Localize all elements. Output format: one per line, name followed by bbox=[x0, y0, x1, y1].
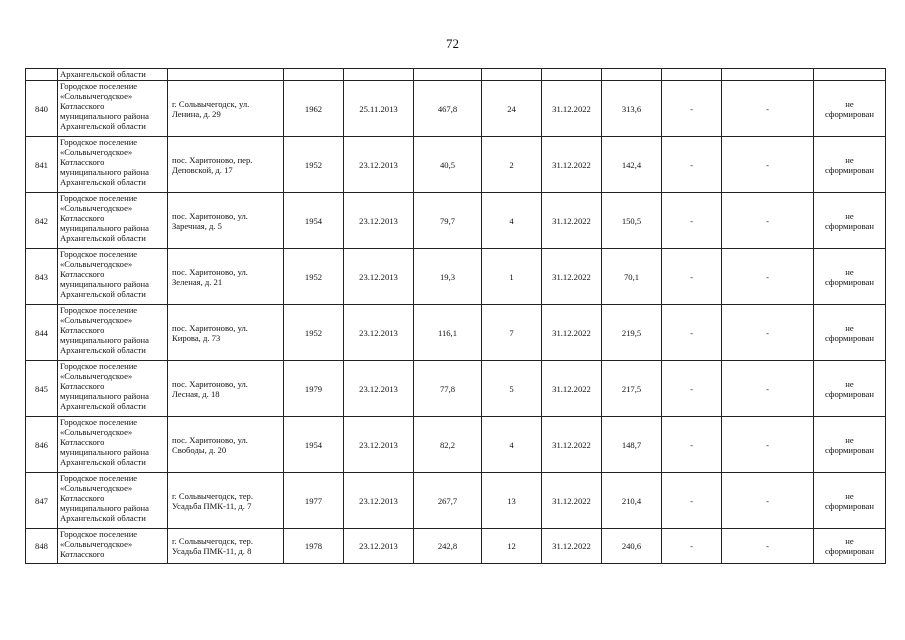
cell-row-number: 846 bbox=[26, 417, 58, 473]
cell-empty bbox=[542, 69, 602, 81]
table-row bbox=[26, 417, 886, 473]
table-row bbox=[26, 249, 886, 305]
cell-municipality: Городское поселение «Сольвычегодское» Котласского bbox=[58, 529, 168, 564]
cell-address: г. Сольвычегодск, тер. Усадьба ПМК-11, д. 7 bbox=[168, 473, 284, 529]
cell-status: не сформирован bbox=[814, 529, 886, 564]
cell-dash: - bbox=[662, 137, 722, 193]
table-row bbox=[26, 473, 886, 529]
cell-municipality: Городское поселение «Сольвычегодское» Котласского муниципального района Архангельской области bbox=[58, 473, 168, 529]
cell-date: 23.12.2013 bbox=[344, 361, 414, 417]
cell-year: 1978 bbox=[284, 529, 344, 564]
cell-value: 210,4 bbox=[602, 473, 662, 529]
cell-municipality: Городское поселение «Сольвычегодское» Котласского муниципального района Архангельской области bbox=[58, 81, 168, 137]
cell-residents: 13 bbox=[482, 473, 542, 529]
cell-municipality: Городское поселение «Сольвычегодское» Котласского муниципального района Архангельской области bbox=[58, 137, 168, 193]
cell-status: не сформирован bbox=[814, 137, 886, 193]
cell-planned-date: 31.12.2022 bbox=[542, 305, 602, 361]
cell-value: 150,5 bbox=[602, 193, 662, 249]
cell-address: пос. Харитоново, ул. Свободы, д. 20 bbox=[168, 417, 284, 473]
cell-dash: - bbox=[662, 361, 722, 417]
table-row bbox=[26, 193, 886, 249]
cell-municipality: Архангельской области bbox=[58, 69, 168, 81]
cell-residents: 12 bbox=[482, 529, 542, 564]
cell-date: 23.12.2013 bbox=[344, 305, 414, 361]
cell-area: 467,8 bbox=[414, 81, 482, 137]
cell-status: не сформирован bbox=[814, 473, 886, 529]
cell-planned-date: 31.12.2022 bbox=[542, 529, 602, 564]
cell-year: 1962 bbox=[284, 81, 344, 137]
cell-row-number: 848 bbox=[26, 529, 58, 564]
table-row bbox=[26, 361, 886, 417]
cell-area: 79,7 bbox=[414, 193, 482, 249]
cell-empty bbox=[414, 69, 482, 81]
table-body bbox=[26, 69, 886, 564]
cell-row-number: 844 bbox=[26, 305, 58, 361]
cell-empty bbox=[814, 69, 886, 81]
cell-municipality: Городское поселение «Сольвычегодское» Котласского муниципального района Архангельской области bbox=[58, 193, 168, 249]
housing-register-table bbox=[25, 68, 886, 564]
cell-value: 219,5 bbox=[602, 305, 662, 361]
cell-dash: - bbox=[662, 81, 722, 137]
cell-empty bbox=[482, 69, 542, 81]
cell-dash: - bbox=[722, 305, 814, 361]
cell-dash: - bbox=[722, 473, 814, 529]
cell-planned-date: 31.12.2022 bbox=[542, 249, 602, 305]
page-number: 72 bbox=[446, 36, 459, 51]
cell-row-number: 843 bbox=[26, 249, 58, 305]
cell-residents: 2 bbox=[482, 137, 542, 193]
cell-status: не сформирован bbox=[814, 417, 886, 473]
cell-status: не сформирован bbox=[814, 193, 886, 249]
cell-row-number: 847 bbox=[26, 473, 58, 529]
cell-empty bbox=[344, 69, 414, 81]
cell-date: 23.12.2013 bbox=[344, 137, 414, 193]
cell-dash: - bbox=[722, 417, 814, 473]
table-row bbox=[26, 305, 886, 361]
cell-year: 1952 bbox=[284, 249, 344, 305]
cell-row-number: 842 bbox=[26, 193, 58, 249]
cell-address: пос. Харитоново, пер. Деповской, д. 17 bbox=[168, 137, 284, 193]
cell-status: не сформирован bbox=[814, 361, 886, 417]
cell-empty bbox=[26, 69, 58, 81]
cell-date: 23.12.2013 bbox=[344, 193, 414, 249]
carryover-row bbox=[26, 69, 886, 81]
cell-area: 242,8 bbox=[414, 529, 482, 564]
cell-dash: - bbox=[722, 249, 814, 305]
cell-municipality: Городское поселение «Сольвычегодское» Котласского муниципального района Архангельской области bbox=[58, 249, 168, 305]
cell-address: пос. Харитоново, ул. Кирова, д. 73 bbox=[168, 305, 284, 361]
cell-residents: 4 bbox=[482, 193, 542, 249]
cell-dash: - bbox=[722, 81, 814, 137]
cell-area: 82,2 bbox=[414, 417, 482, 473]
cell-year: 1977 bbox=[284, 473, 344, 529]
table-row bbox=[26, 529, 886, 564]
cell-municipality: Городское поселение «Сольвычегодское» Котласского муниципального района Архангельской области bbox=[58, 417, 168, 473]
cell-dash: - bbox=[662, 473, 722, 529]
cell-area: 40,5 bbox=[414, 137, 482, 193]
cell-value: 313,6 bbox=[602, 81, 662, 137]
cell-area: 19,3 bbox=[414, 249, 482, 305]
cell-empty bbox=[722, 69, 814, 81]
cell-dash: - bbox=[722, 193, 814, 249]
cell-status: не сформирован bbox=[814, 249, 886, 305]
cell-value: 70,1 bbox=[602, 249, 662, 305]
cell-empty bbox=[284, 69, 344, 81]
cell-planned-date: 31.12.2022 bbox=[542, 473, 602, 529]
cell-municipality: Городское поселение «Сольвычегодское» Котласского муниципального района Архангельской области bbox=[58, 305, 168, 361]
table-row bbox=[26, 137, 886, 193]
cell-municipality: Городское поселение «Сольвычегодское» Котласского муниципального района Архангельской области bbox=[58, 361, 168, 417]
cell-date: 23.12.2013 bbox=[344, 417, 414, 473]
cell-planned-date: 31.12.2022 bbox=[542, 137, 602, 193]
cell-dash: - bbox=[662, 305, 722, 361]
cell-year: 1954 bbox=[284, 417, 344, 473]
cell-date: 23.12.2013 bbox=[344, 473, 414, 529]
cell-year: 1954 bbox=[284, 193, 344, 249]
table-row bbox=[26, 81, 886, 137]
cell-residents: 4 bbox=[482, 417, 542, 473]
cell-status: не сформирован bbox=[814, 305, 886, 361]
cell-value: 217,5 bbox=[602, 361, 662, 417]
cell-planned-date: 31.12.2022 bbox=[542, 81, 602, 137]
cell-row-number: 840 bbox=[26, 81, 58, 137]
cell-residents: 7 bbox=[482, 305, 542, 361]
cell-residents: 1 bbox=[482, 249, 542, 305]
cell-empty bbox=[602, 69, 662, 81]
cell-dash: - bbox=[662, 193, 722, 249]
cell-dash: - bbox=[722, 361, 814, 417]
cell-planned-date: 31.12.2022 bbox=[542, 193, 602, 249]
cell-dash: - bbox=[722, 529, 814, 564]
cell-address: пос. Харитоново, ул. Заречная, д. 5 bbox=[168, 193, 284, 249]
cell-value: 148,7 bbox=[602, 417, 662, 473]
cell-empty bbox=[168, 69, 284, 81]
cell-date: 23.12.2013 bbox=[344, 249, 414, 305]
cell-empty bbox=[662, 69, 722, 81]
cell-date: 23.12.2013 bbox=[344, 529, 414, 564]
cell-row-number: 841 bbox=[26, 137, 58, 193]
cell-address: пос. Харитоново, ул. Зеленая, д. 21 bbox=[168, 249, 284, 305]
cell-area: 116,1 bbox=[414, 305, 482, 361]
cell-address: г. Сольвычегодск, ул. Ленина, д. 29 bbox=[168, 81, 284, 137]
cell-address: пос. Харитоново, ул. Лесная, д. 18 bbox=[168, 361, 284, 417]
cell-year: 1952 bbox=[284, 305, 344, 361]
cell-dash: - bbox=[662, 249, 722, 305]
cell-area: 267,7 bbox=[414, 473, 482, 529]
cell-dash: - bbox=[662, 417, 722, 473]
cell-year: 1979 bbox=[284, 361, 344, 417]
cell-planned-date: 31.12.2022 bbox=[542, 361, 602, 417]
cell-row-number: 845 bbox=[26, 361, 58, 417]
cell-year: 1952 bbox=[284, 137, 344, 193]
cell-planned-date: 31.12.2022 bbox=[542, 417, 602, 473]
cell-area: 77,8 bbox=[414, 361, 482, 417]
cell-address: г. Сольвычегодск, тер. Усадьба ПМК-11, д. 8 bbox=[168, 529, 284, 564]
cell-dash: - bbox=[662, 529, 722, 564]
cell-dash: - bbox=[722, 137, 814, 193]
cell-value: 240,6 bbox=[602, 529, 662, 564]
cell-value: 142,4 bbox=[602, 137, 662, 193]
cell-residents: 24 bbox=[482, 81, 542, 137]
cell-date: 25.11.2013 bbox=[344, 81, 414, 137]
cell-residents: 5 bbox=[482, 361, 542, 417]
cell-status: не сформирован bbox=[814, 81, 886, 137]
